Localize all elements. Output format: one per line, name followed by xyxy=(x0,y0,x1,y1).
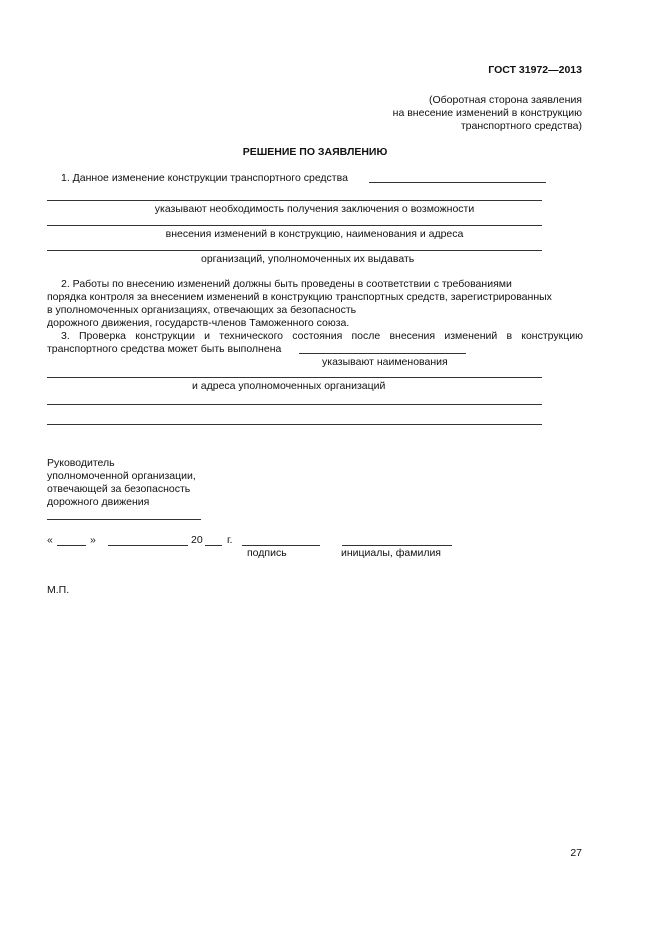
signatory-line-4: дорожного движения xyxy=(47,496,150,508)
date-year-prefix: 20 xyxy=(191,534,203,546)
item1-blank-line-1 xyxy=(47,200,542,201)
name-line xyxy=(342,545,452,546)
item3-hint-2: и адреса уполномоченных организаций xyxy=(192,380,386,392)
item2-line-3: в уполномоченных организациях, отвечающих за безопасность xyxy=(47,304,357,316)
item1-hint-3: организаций, уполномоченных их выдавать xyxy=(201,253,415,265)
item2-line-4: дорожного движения, государств-членов Таможенного союза. xyxy=(47,317,350,329)
signature-caption: подпись xyxy=(247,547,287,559)
date-month-line xyxy=(108,545,188,546)
signatory-signature-line xyxy=(47,519,201,520)
item1-hint-2: внесения изменений в конструкцию, наименования и адреса xyxy=(165,228,464,240)
date-year-line xyxy=(205,545,222,546)
item2-line-1: 2. Работы по внесению изменений должны быть проведены в соответствии с требованиями xyxy=(61,278,512,290)
note-line-2: на внесение изменений в конструкцию xyxy=(392,107,582,119)
item3-line-1 xyxy=(61,330,583,343)
item3-blank-line-3 xyxy=(47,424,542,425)
page-title: РЕШЕНИЕ ПО ЗАЯВЛЕНИЮ xyxy=(242,146,388,158)
item2-line-2: порядка контроля за внесением изменений в конструкцию транспортных средств, зарегистрированных xyxy=(47,291,552,303)
standard-number: ГОСТ 31972—2013 xyxy=(488,64,582,76)
signatory-line-1: Руководитель xyxy=(47,457,115,469)
item1-text: 1. Данное изменение конструкции транспортного средства xyxy=(61,172,348,184)
page-number: 27 xyxy=(570,847,582,859)
item1-blank-line-2 xyxy=(47,225,542,226)
note-line-3: транспортного средства) xyxy=(460,120,582,132)
name-caption: инициалы, фамилия xyxy=(341,547,441,559)
signatory-line-3: отвечающей за безопасность xyxy=(47,483,191,495)
item3-hint-1: указывают наименования xyxy=(322,356,448,368)
date-day-line xyxy=(57,545,86,546)
item3-blank-line-1 xyxy=(47,377,542,378)
item1-blank-line-3 xyxy=(47,250,542,251)
signature-line xyxy=(242,545,320,546)
item3-fill-line xyxy=(299,353,466,354)
stamp-label: М.П. xyxy=(47,584,70,596)
item3-blank-line-2 xyxy=(47,404,542,405)
date-year-suffix: г. xyxy=(227,534,233,546)
item3-line-2: транспортного средства может быть выполнена xyxy=(47,343,282,355)
item3-line-1-text: 3. Проверка конструкции и технического состояния после внесения изменений в конструкцию xyxy=(61,330,583,342)
signatory-line-2: уполномоченной организации, xyxy=(47,470,196,482)
item1-fill-line xyxy=(369,182,546,183)
note-line-1: (Оборотная сторона заявления xyxy=(428,94,582,106)
date-open-quote: « xyxy=(47,534,53,546)
item1-hint-1: указывают необходимость получения заключения о возможности xyxy=(154,203,475,215)
date-close-quote: » xyxy=(90,534,96,546)
